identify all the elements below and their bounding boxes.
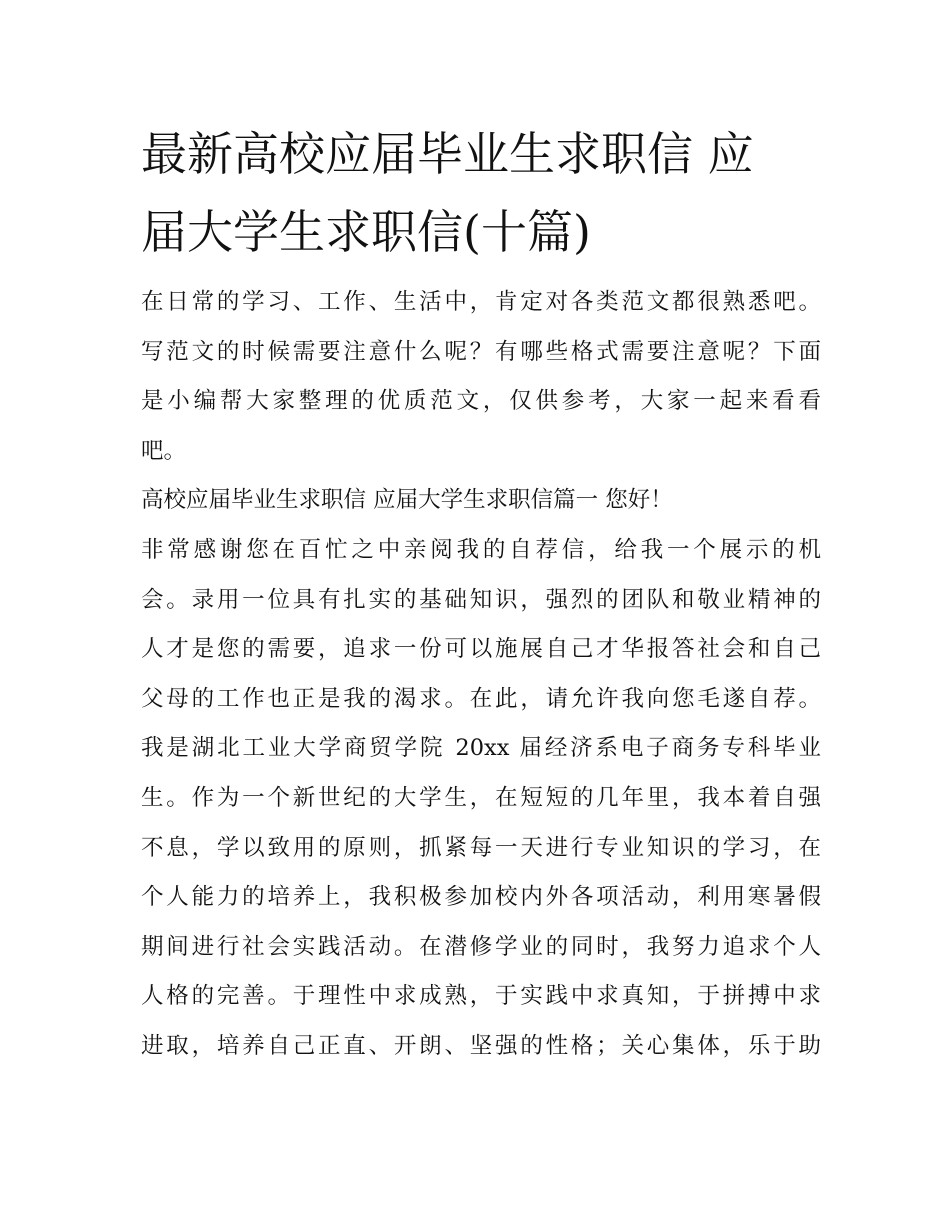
paragraph-line: 会。录用一位具有扎实的基础知识，强烈的团队和敬业精神的 <box>141 586 821 613</box>
paragraph-line: 我是湖北工业大学商贸学院 20xx 届经济系电子商务专科毕业 <box>141 735 821 762</box>
paragraph-line: 进取，培养自己正直、开朗、坚强的性格；关心集体，乐于助 <box>141 1032 821 1059</box>
paragraph-line: 个人能力的培养上，我积极参加校内外各项活动，利用寒暑假 <box>141 884 821 911</box>
title-line: 届大学生求职信(十篇) <box>141 205 591 259</box>
paragraph-line: 是小编帮大家整理的优质范文，仅供参考，大家一起来看看 <box>141 388 821 415</box>
paragraph-line: 吧。 <box>141 437 187 464</box>
paragraph-line: 非常感谢您在百忙之中亲阅我的自荐信，给我一个展示的机 <box>141 536 821 563</box>
paragraph-line: 在日常的学习、工作、生活中，肯定对各类范文都很熟悉吧。 <box>141 289 821 315</box>
title-line: 最新高校应届毕业生求职信 应 <box>141 127 754 181</box>
paragraph-line: 不息，学以致用的原则，抓紧每一天进行专业知识的学习，在 <box>141 834 821 861</box>
paragraph-line: 父母的工作也正是我的渴求。在此，请允许我向您毛遂自荐。 <box>141 685 821 712</box>
document-title <box>141 115 821 271</box>
paragraph-line: 人才是您的需要，追求一份可以施展自己才华报答社会和自己 <box>141 636 821 663</box>
paragraph-line: 人格的完善。于理性中求成熟，于实践中求真知，于拼搏中求 <box>141 983 821 1010</box>
document-body <box>141 278 821 1072</box>
paragraph-line: 期间进行社会实践活动。在潜修学业的同时，我努力追求个人 <box>141 933 821 960</box>
paragraph-line: 写范文的时候需要注意什么呢？有哪些格式需要注意呢？下面 <box>141 338 821 365</box>
paragraph-line: 高校应届毕业生求职信 应届大学生求职信篇一 您好！ <box>141 487 673 514</box>
paragraph-line: 生。作为一个新世纪的大学生，在短短的几年里，我本着自强 <box>141 784 821 811</box>
